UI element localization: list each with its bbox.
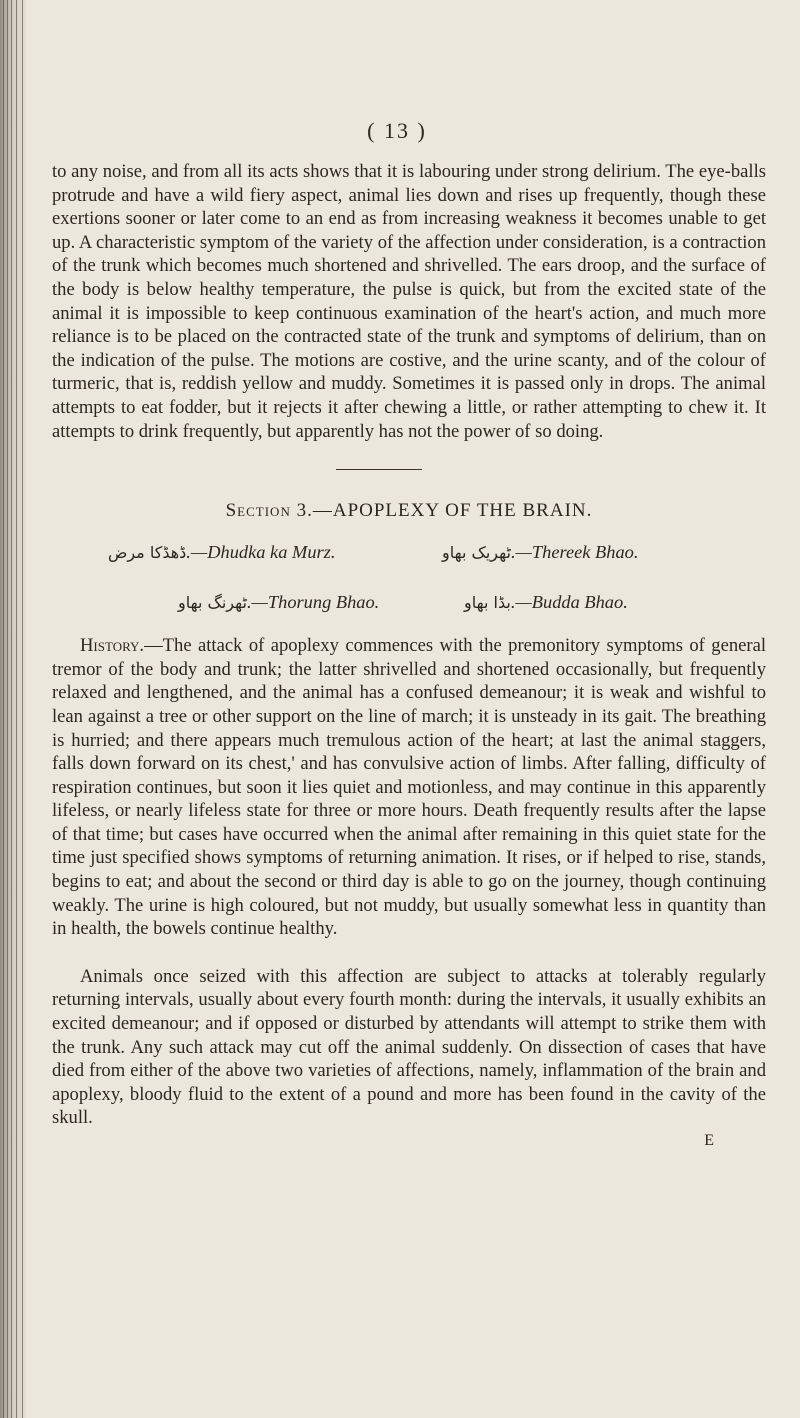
continuation-paragraph: to any noise, and from all its acts shows that it is labouring under strong delirium. The eye-balls protrude and have a wild fiery aspect, animal lies down and rises up frequently, though these exertions sooner or later come to an end as from increasing weakness it becomes unable to get up. A characteristic symptom of the variety of the affection under consideration, is a contraction of the trunk which becomes much shortened and shrivelled. The ears droop, and the surface of the body is below healthy temperature, the pulse is quick, but from the excited state of the animal it is impossible to keep continuous examination of the heart's action, and much more reliance is to be placed on the contracted state of the trunk and symptoms of delirium, than on the indication of the pulse. The motions are costive, and the urine scanty, and of the colour of turmeric, that is, reddish yellow and muddy. Sometimes it is passed only in drops. The animal attempts to eat fodder, but it rejects it after chewing a little, or rather attempting to chew it. It attempts to drink frequently, but apparently has not the power of so doing. bbox=[52, 161, 766, 442]
vernacular-name-roman: .—Thorung Bhao. bbox=[246, 592, 380, 613]
vernacular-name-4 bbox=[464, 592, 628, 613]
vernacular-name-arabic: ٹھرنگ بھاو bbox=[178, 593, 247, 613]
vernacular-name-arabic: ڈھڈکا مرض bbox=[108, 543, 187, 563]
section-title: —APOPLEXY OF THE BRAIN. bbox=[312, 500, 593, 522]
binding-gutter bbox=[0, 0, 26, 1418]
vernacular-names bbox=[52, 542, 766, 634]
vernacular-name-roman: .—Dhudka ka Murz. bbox=[186, 542, 336, 563]
history-section bbox=[52, 634, 766, 941]
section-heading bbox=[52, 500, 766, 522]
section-prefix: Section 3. bbox=[225, 500, 313, 522]
history-paragraph bbox=[52, 634, 766, 941]
vernacular-name-arabic: بڈا بھاو bbox=[464, 593, 511, 613]
vernacular-name-1 bbox=[108, 542, 335, 563]
page-number: ( 13 ) bbox=[367, 118, 427, 143]
vernacular-name-roman: .—Thereek Bhao. bbox=[510, 542, 639, 563]
section-divider bbox=[336, 469, 422, 470]
book-page bbox=[52, 118, 766, 1150]
vernacular-name-arabic: ٹھریک بھاو bbox=[442, 543, 511, 563]
vernacular-name-roman: .—Budda Bhao. bbox=[510, 592, 628, 613]
signature-mark: E bbox=[704, 1132, 714, 1149]
animals-section bbox=[52, 965, 766, 1130]
history-text: —The attack of apoplexy commences with the premonitory symptoms of general tremor of the body and trunk; the latter shrivelled and shortened occasionally, but frequently relaxed and lengthened, and the animal has a confused demeanour; it is weak and wishful to lean against a tree or other support on the line of march; it is unsteady in its gait. The breathing is hurried; and there appears much tremulous action of the heart; at last the animal staggers, falls down forward on its chest,' and has convulsive action of limbs. After falling, difficulty of respiration continues, but soon it lies quiet and motionless, and may continue in this apparently lifeless, or nearly lifeless state for three or more hours. Death frequently results after the lapse of that time; but cases have occurred when the animal after remaining in this quiet state for the time just specified shows symptoms of returning animation. It rises, or if helped to rise, stands, begins to eat; and about the second or third day is able to go on the journey, though continuing weakly. The urine is high coloured, but not muddy, but usually somewhat less in quantity than in health, the bowels continue healthy. bbox=[52, 635, 766, 940]
history-lead: History. bbox=[80, 635, 145, 657]
animals-paragraph: Animals once seized with this affection are subject to attacks at tolerably regularly returning intervals, usually about every fourth month: during the intervals, it usually exhibits an excited demeanour; and if opposed or disturbed by attendants will attempt to strike them with the trunk. Any such attack may cut off the animal suddenly. On dissection of cases that have died from either of the above two varieties of affections, namely, inflammation of the brain and apoplexy, bloody fluid to the extent of a pound and more has been found in the cavity of the skull. bbox=[52, 965, 766, 1129]
vernacular-name-3 bbox=[178, 592, 379, 613]
vernacular-name-2 bbox=[442, 542, 638, 563]
